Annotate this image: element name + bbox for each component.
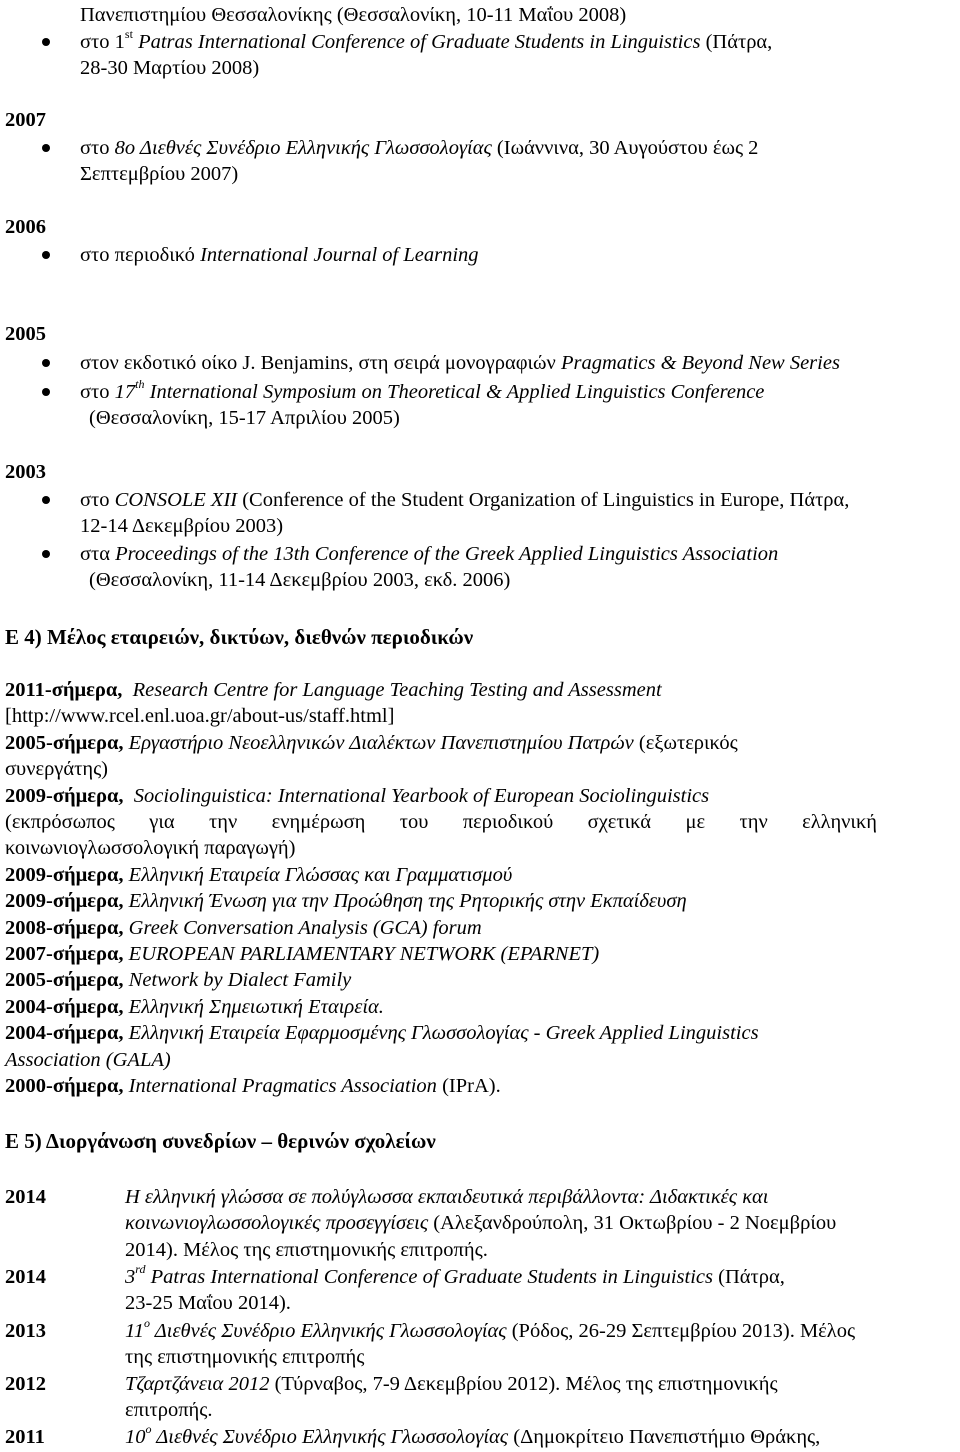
text-line: (Θεσσαλονίκη, 15-17 Απριλίου 2005) — [89, 407, 400, 429]
event-item: Η ελληνική γλώσσα σε πολύγλωσσα εκπαιδευτικά περιβάλλοντα: Διδακτικές και — [125, 1186, 769, 1208]
list-item: στα Proceedings of the 13th Conference of the Greek Applied Linguistics Association — [80, 543, 779, 565]
list-item: στο CONSOLE XII (Conference of the Student Organization of Linguistics in Europe, Πάτρα, — [80, 489, 850, 511]
membership-item: 2009-σήμερα, Sociolinguistica: International Yearbook of European Sociolinguistics — [5, 785, 710, 807]
year-heading: 2006 — [5, 216, 46, 238]
event-item: $11^o$ Διεθνές Συνέδριο Ελληνικής Γλωσσολογίας (Ρόδος, 26-29 Σεπτεμβρίου 2013). Μέλος — [125, 1316, 856, 1342]
membership-item: 2000-σήμερα, International Pragmatics Association (IPrA). — [5, 1075, 501, 1097]
text-line: Σεπτεμβρίου 2007) — [80, 163, 239, 185]
year-heading: 2007 — [5, 109, 46, 131]
membership-item: 2004-σήμερα, Ελληνική Σημειωτική Εταιρεία. — [5, 996, 384, 1018]
list-item: στον εκδοτικό οίκο J. Benjamins, στη σειρά μονογραφιών Pragmatics & Beyond New Series — [80, 352, 840, 374]
event-year: 2014 — [5, 1186, 46, 1208]
bullet — [42, 144, 50, 152]
list-item: στο 8ο Διεθνές Συνέδριο Ελληνικής Γλωσσολογίας (Ιωάννινα, 30 Αυγούστου έως 2 — [80, 137, 759, 159]
bullet — [42, 388, 50, 396]
event-year: 2013 — [5, 1320, 46, 1342]
list-item: στο 17th International Symposium on Theoretical & Applied Linguistics Conference — [80, 377, 765, 403]
text-line: επιτροπής. — [125, 1399, 213, 1421]
membership-item: 2011-σήμερα, Research Centre for Language Teaching Testing and Assessment — [5, 679, 662, 701]
event-year: 2011 — [5, 1426, 45, 1448]
text-line: συνεργάτης) — [5, 758, 109, 780]
text-line: 28-30 Μαρτίου 2008) — [80, 57, 260, 79]
bullet — [42, 496, 50, 504]
year-heading: 2003 — [5, 461, 46, 483]
membership-item: 2005-σήμερα, Εργαστήριο Νεοελληνικών Διαλέκτων Πανεπιστημίου Πατρών (εξωτερικός — [5, 732, 738, 754]
bullet — [42, 251, 50, 259]
text-line: (Θεσσαλονίκη, 11-14 Δεκεμβρίου 2003, εκδ. 2006) — [89, 569, 511, 591]
text-line: κοινωνιογλωσσολογικές προσεγγίσεις (Αλεξανδρούπολη, 31 Οκτωβρίου - 2 Νοεμβρίου — [125, 1212, 837, 1234]
text-line: (εκπρόσωπος για την ενημέρωση του περιοδικού σχετικά με την ελληνική — [5, 811, 877, 833]
text-line: κοινωνιογλωσσολογική παραγωγή) — [5, 837, 296, 859]
year-heading: 2005 — [5, 323, 46, 345]
list-item: στο περιοδικό International Journal of Learning — [80, 244, 479, 266]
text-line: Πανεπιστημίου Θεσσαλονίκης (Θεσσαλονίκη, 10-11 Μαΐου 2008) — [80, 4, 627, 26]
bullet — [42, 359, 50, 367]
text-line: 12-14 Δεκεμβρίου 2003) — [80, 515, 284, 537]
membership-url: [http://www.rcel.enl.uoa.gr/about-us/staff.html] — [5, 705, 395, 727]
list-item: στο 1st Patras International Conference of Graduate Students in Linguistics (Πάτρα, — [80, 27, 773, 53]
event-year: 2012 — [5, 1373, 46, 1395]
text-line: 2014). Μέλος της επιστημονικής επιτροπής. — [125, 1239, 488, 1261]
event-item: $10^o$ Διεθνές Συνέδριο Ελληνικής Γλωσσολογίας (Δημοκρίτειο Πανεπιστήμιο Θράκης, — [125, 1422, 821, 1448]
membership-item: 2009-σήμερα, Ελληνική Εταιρεία Γλώσσας και Γραμματισμού — [5, 864, 513, 886]
membership-item: 2009-σήμερα, Ελληνική Ένωση για την Προώθηση της Ρητορικής στην Εκπαίδευση — [5, 890, 687, 912]
text-line: Association (GALA) — [5, 1049, 171, 1071]
membership-item: 2004-σήμερα, Ελληνική Εταιρεία Εφαρμοσμένης Γλωσσολογίας - Greek Applied Linguistics — [5, 1022, 759, 1044]
text-line: της επιστημονικής επιτροπής — [125, 1346, 365, 1368]
membership-item: 2008-σήμερα, Greek Conversation Analysis (GCA) forum — [5, 917, 482, 939]
event-item: Τζαρτζάνεια 2012 (Τύρναβος, 7-9 Δεκεμβρίου 2012). Μέλος της επιστημονικής — [125, 1373, 778, 1395]
membership-item: 2007-σήμερα, EUROPEAN PARLIAMENTARY NETWORK (EPARNET) — [5, 943, 600, 965]
section-heading: Ε 5) Διοργάνωση συνεδρίων – θερινών σχολείων — [5, 1129, 436, 1153]
event-year: 2014 — [5, 1266, 46, 1288]
bullet — [42, 550, 50, 558]
section-heading: Ε 4) Μέλος εταιρειών, δικτύων, διεθνών περιοδικών — [5, 625, 474, 649]
event-item: 3rd Patras International Conference of Graduate Students in Linguistics (Πάτρα, — [125, 1262, 785, 1288]
bullet — [42, 38, 50, 46]
text-line: 23-25 Μαΐου 2014). — [125, 1292, 291, 1314]
membership-item: 2005-σήμερα, Network by Dialect Family — [5, 969, 352, 991]
